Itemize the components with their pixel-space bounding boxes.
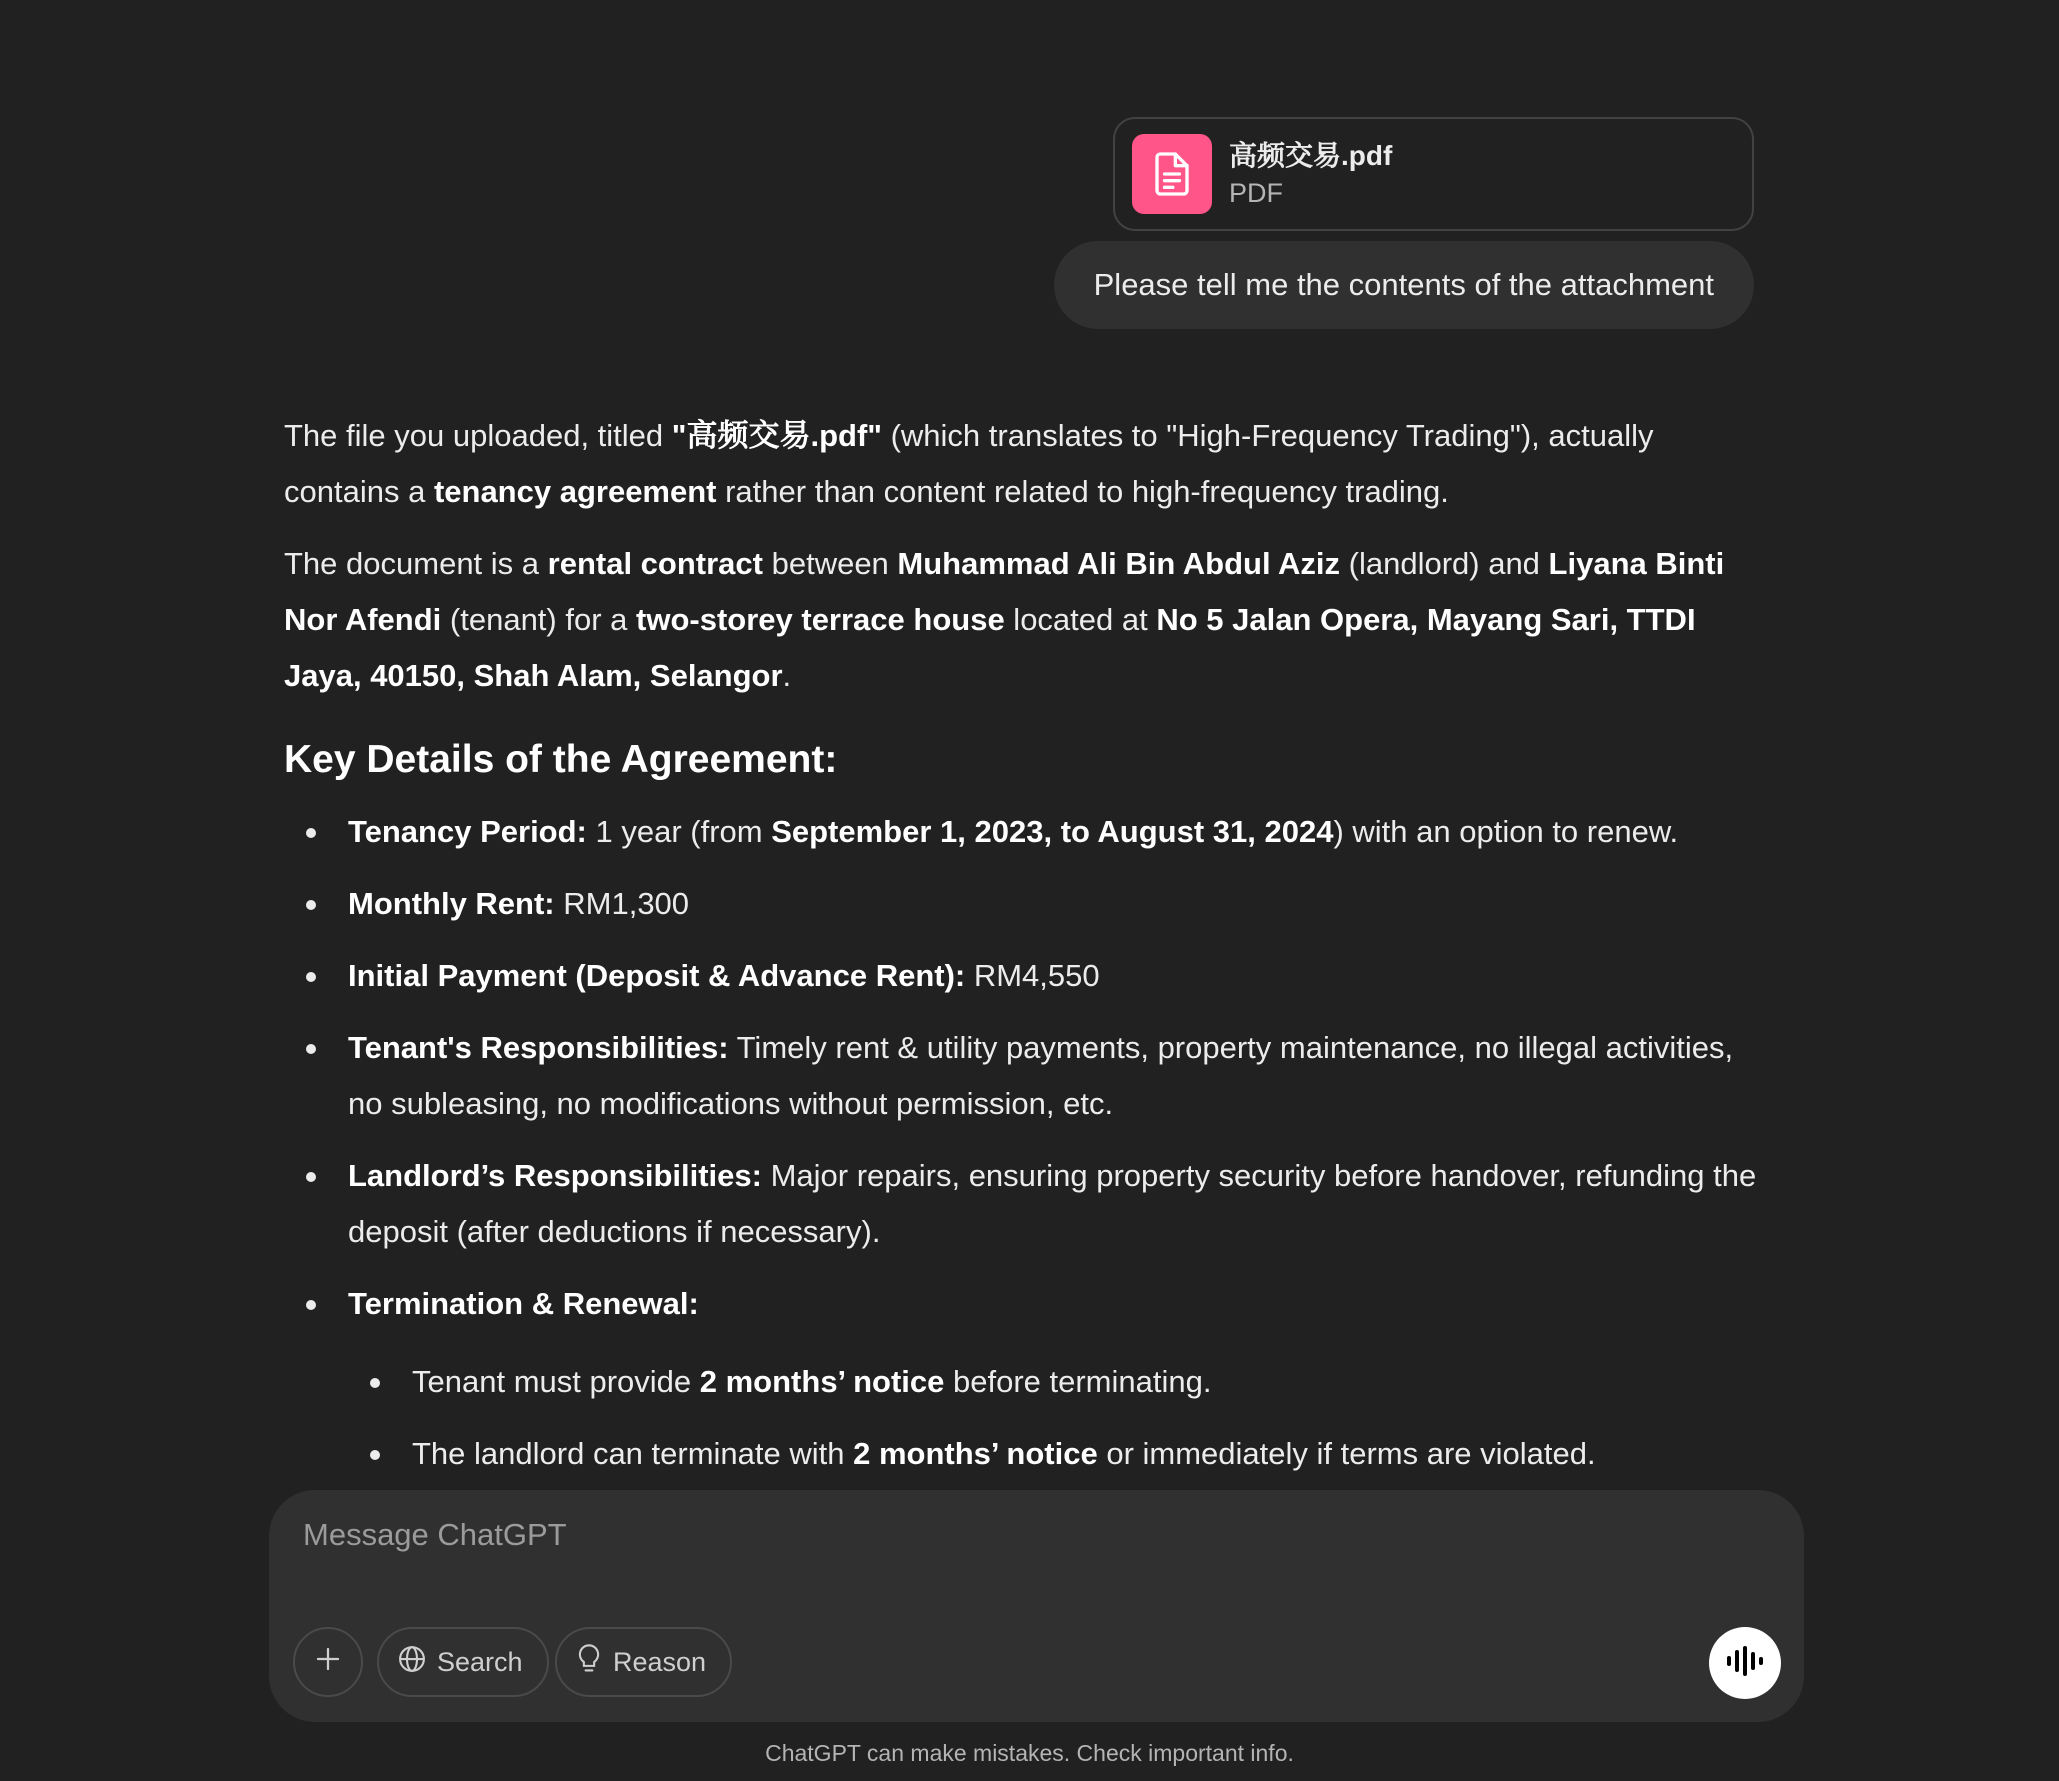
list-item <box>284 1020 1764 1132</box>
text-run: The document is a <box>284 546 548 581</box>
message-input[interactable] <box>301 1516 1705 1554</box>
user-message-bubble: Please tell me the contents of the attachment <box>1054 241 1754 329</box>
text-run: (which translates to "High-Frequency Trading"), actually contains a <box>284 418 1654 509</box>
list-item <box>284 1148 1764 1260</box>
termination-label: Termination & Renewal: <box>348 1286 699 1321</box>
text-run: rather than content related to high-frequency trading. <box>716 474 1449 509</box>
plus-icon <box>313 1644 343 1681</box>
list-item <box>284 876 1764 932</box>
file-type: PDF <box>1229 178 1283 208</box>
bold-text: "高频交易.pdf" <box>671 418 882 453</box>
bold-text: 2 months’ notice <box>853 1436 1098 1471</box>
search-button-label: Search <box>437 1646 523 1677</box>
text-run: The landlord can terminate with <box>412 1436 854 1471</box>
sub-list-item <box>348 1426 1764 1482</box>
file-meta <box>1229 137 1392 211</box>
bold-text: Tenant's Responsibilities: <box>348 1030 729 1065</box>
response-paragraph <box>284 536 1764 704</box>
text-run: (landlord) and <box>1340 546 1549 581</box>
list-item <box>284 948 1764 1004</box>
bold-text: Initial Payment (Deposit & Advance Rent): <box>348 958 966 993</box>
file-attachment-card[interactable] <box>1113 117 1754 231</box>
text-run: (tenant) for a <box>441 602 637 637</box>
file-name: 高频交易.pdf <box>1229 140 1393 171</box>
text-run: ) with an option to renew. <box>1333 814 1679 849</box>
reason-button[interactable] <box>555 1627 732 1697</box>
bold-text: Tenancy Period: <box>348 814 587 849</box>
bold-text: Landlord’s Responsibilities: <box>348 1158 762 1193</box>
bold-text: two-storey terrace house <box>636 602 1005 637</box>
text-run: RM1,300 <box>554 886 690 921</box>
bold-text: Muhammad Ali Bin Abdul Aziz <box>897 546 1341 581</box>
list-item <box>284 804 1764 860</box>
text-run: The file you uploaded, titled <box>284 418 672 453</box>
bold-text: September 1, 2023, to August 31, 2024 <box>771 814 1334 849</box>
lightbulb-icon <box>575 1643 603 1682</box>
assistant-response <box>284 408 1764 1490</box>
sub-list-item <box>348 1354 1764 1410</box>
text-run: Tenant must provide <box>412 1364 700 1399</box>
add-attachment-button[interactable] <box>293 1627 363 1697</box>
list-item <box>284 1276 1764 1482</box>
bold-text: Monthly Rent: <box>348 886 555 921</box>
bold-text: No 5 Jalan Opera, Mayang Sari, TTDI Jaya, 40150, Shah Alam, Selangor <box>284 602 1696 693</box>
text-run: located at <box>1004 602 1157 637</box>
text-run: . <box>782 658 792 693</box>
search-button[interactable] <box>377 1627 549 1697</box>
reason-button-label: Reason <box>613 1646 707 1677</box>
text-run: or immediately if terms are violated. <box>1097 1436 1596 1471</box>
termination-sublist <box>348 1354 1764 1482</box>
text-run: before terminating. <box>944 1364 1212 1399</box>
message-composer <box>269 1490 1804 1722</box>
globe-icon <box>397 1644 427 1681</box>
text-run: Major repairs, ensuring property security before handover, refunding the deposit (after deductions if necessary). <box>348 1158 1757 1249</box>
voice-mode-button[interactable] <box>1709 1627 1781 1699</box>
response-paragraph <box>284 408 1764 520</box>
text-run: RM4,550 <box>965 958 1100 993</box>
response-heading: Key Details of the Agreement: <box>284 738 838 781</box>
bold-text: rental contract <box>547 546 763 581</box>
document-icon <box>1132 134 1212 214</box>
disclaimer-text: ChatGPT can make mistakes. Check important info. <box>765 1740 1294 1766</box>
text-run: between <box>762 546 898 581</box>
bold-text: 2 months’ notice <box>699 1364 945 1399</box>
details-list <box>284 804 1764 1482</box>
text-run: Timely rent & utility payments, property maintenance, no illegal activities, no subleasing, no modifications without permission, etc. <box>348 1030 1734 1121</box>
bold-text: tenancy agreement <box>433 474 717 509</box>
bold-text: Liyana Binti Nor Afendi <box>284 546 1725 637</box>
voice-waveform-icon <box>1726 1646 1764 1681</box>
text-run: 1 year (from <box>586 814 772 849</box>
